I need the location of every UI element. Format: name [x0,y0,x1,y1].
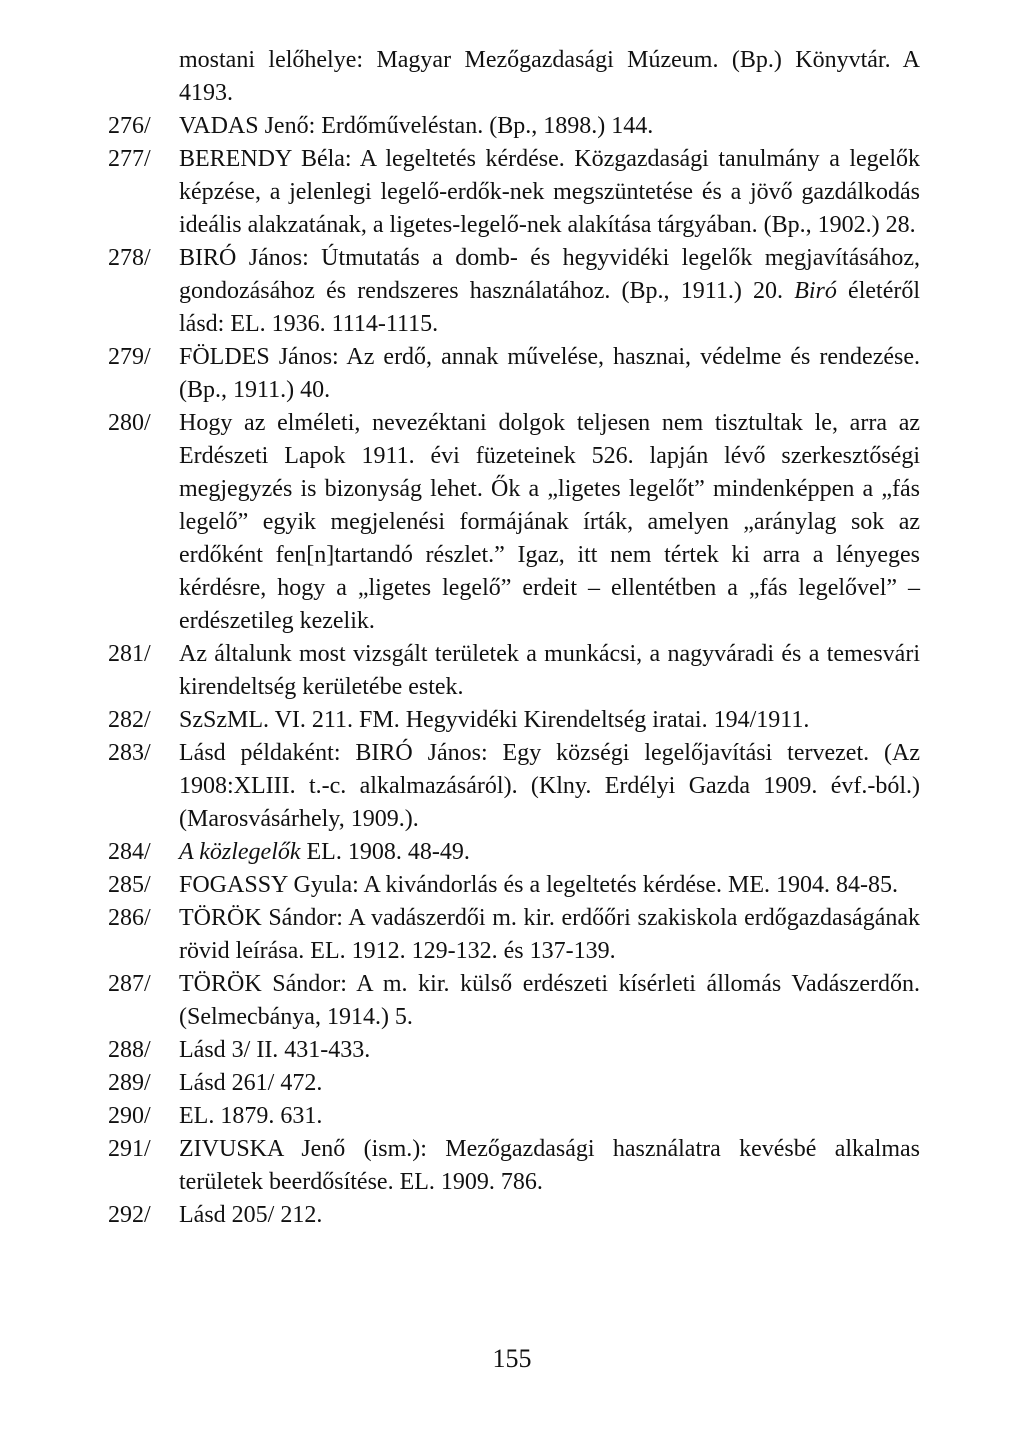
footnote-number: 287/ [108,971,151,997]
footnote-text: BERENDY Béla: A legeltetés kérdése. Közgazdasági tanulmány a legelők képzése, a jelenlegi legelő-erdők-nek megszüntetése és a jövő gazdálkodás ideális alakzatának, a ligetes-legelő-nek alakítása tárgyában. (Bp., 1902.) 28. [179,146,920,238]
footnote-number: 283/ [108,740,151,766]
footnote-number: 281/ [108,641,151,667]
footnote-text: Lásd 261/ 472. [179,1070,323,1096]
footnote-text: FÖLDES János: Az erdő, annak művelése, hasznai, védelme és rendezése. (Bp., 1911.) 40. [179,344,920,403]
footnote-text: EL. 1879. 631. [179,1103,323,1129]
footnote-276 [108,110,920,143]
footnote-285 [108,869,920,902]
footnote-list [108,44,920,1232]
footnote-290 [108,1100,920,1133]
footnote-282 [108,704,920,737]
footnote-283 [108,737,920,836]
footnote-286 [108,902,920,968]
footnote-text: ZIVUSKA Jenő (ism.): Mezőgazdasági használatra kevésbé alkalmas területek beerdősítése. EL. 1909. 786. [179,1136,920,1195]
footnote-278 [108,242,920,341]
footnote-number: 291/ [108,1136,151,1162]
footnote-text-part: EL. 1908. 48-49. [300,839,470,865]
footnote-text: TÖRÖK Sándor: A vadászerdői m. kir. erdőőri szakiskola erdőgazdaságának rövid leírása. EL. 1912. 129-132. és 137-139. [179,905,920,964]
footnote-number: 290/ [108,1103,151,1129]
footnote-number: 288/ [108,1037,151,1063]
footnote-text: Az általunk most vizsgált területek a munkácsi, a nagyváradi és a temesvári kirendeltség kerületébe estek. [179,641,920,700]
footnote-277 [108,143,920,242]
footnote-number: 279/ [108,344,151,370]
footnote-text: mostani lelőhelye: Magyar Mezőgazdasági Múzeum. (Bp.) Könyvtár. A 4193. [179,47,920,106]
footnote-number: 278/ [108,245,151,271]
footnote-number: 276/ [108,113,151,139]
footnote-287 [108,968,920,1034]
footnote-280 [108,407,920,638]
footnote-continuation [108,44,920,110]
footnote-number: 277/ [108,146,151,172]
footnote-text [179,836,920,869]
footnote-288 [108,1034,920,1067]
footnote-text: Lásd példaként: BIRÓ János: Egy községi legelőjavítási tervezet. (Az 1908:XLIII. t.-c. alkalmazásáról). (Klny. Erdélyi Gazda 1909. évf.-ból.) (Marosvásárhely, 1909.). [179,740,920,832]
footnote-292 [108,1199,920,1232]
footnote-text: Lásd 205/ 212. [179,1202,323,1228]
footnote-text: SzSzML. VI. 211. FM. Hegyvidéki Kirendeltség iratai. 194/1911. [179,707,810,733]
footnote-text: TÖRÖK Sándor: A m. kir. külső erdészeti kísérleti állomás Vadászerdőn. (Selmecbánya, 1914.) 5. [179,971,920,1030]
footnote-text-part: BIRÓ János: Útmutatás a domb- és hegyvidéki legelők megjavításához, gondozásához és rendszeres használatához. (Bp., 1911.) 20. [179,245,920,304]
footnote-279 [108,341,920,407]
italic-name: Biró [794,278,837,304]
footnote-text [179,242,920,341]
footnote-text: Lásd 3/ II. 431-433. [179,1037,371,1063]
footnote-number: 285/ [108,872,151,898]
footnote-text: FOGASSY Gyula: A kivándorlás és a legeltetés kérdése. ME. 1904. 84-85. [179,872,899,898]
footnote-281 [108,638,920,704]
footnote-text: Hogy az elméleti, nevezéktani dolgok teljesen nem tisztultak le, arra az Erdészeti Lapok 1911. évi füzeteinek 526. lapján lévő szerkesztőségi megjegyzés is bizonyság lehet. Ők a „ligetes legelőt” mindenképpen a „fás legelő” egyik megjelenési formájának írták, amelyen „aránylag sok az erdőként fen[n]tartandó részlet.” Igaz, itt nem tértek ki arra a lényeges kérdésre, hogy a „ligetes legelő” erdeit – ellentétben a „fás legelővel” – erdészetileg kezelik. [179,410,920,634]
footnote-number: 286/ [108,905,151,931]
footnote-number: 292/ [108,1202,151,1228]
footnote-text-part: életéről lásd: EL. 1936. 1114-1115. [179,278,921,337]
footnote-number: 280/ [108,410,151,436]
italic-title: A közlegelők [179,839,301,865]
footnote-text: VADAS Jenő: Erdőműveléstan. (Bp., 1898.) 144. [179,113,654,139]
footnote-number: 289/ [108,1070,151,1096]
footnote-291 [108,1133,920,1199]
footnote-number: 282/ [108,707,151,733]
footnote-284 [108,836,920,869]
footnote-289 [108,1067,920,1100]
footnote-number: 284/ [108,839,151,865]
page-number: 155 [492,1344,532,1373]
